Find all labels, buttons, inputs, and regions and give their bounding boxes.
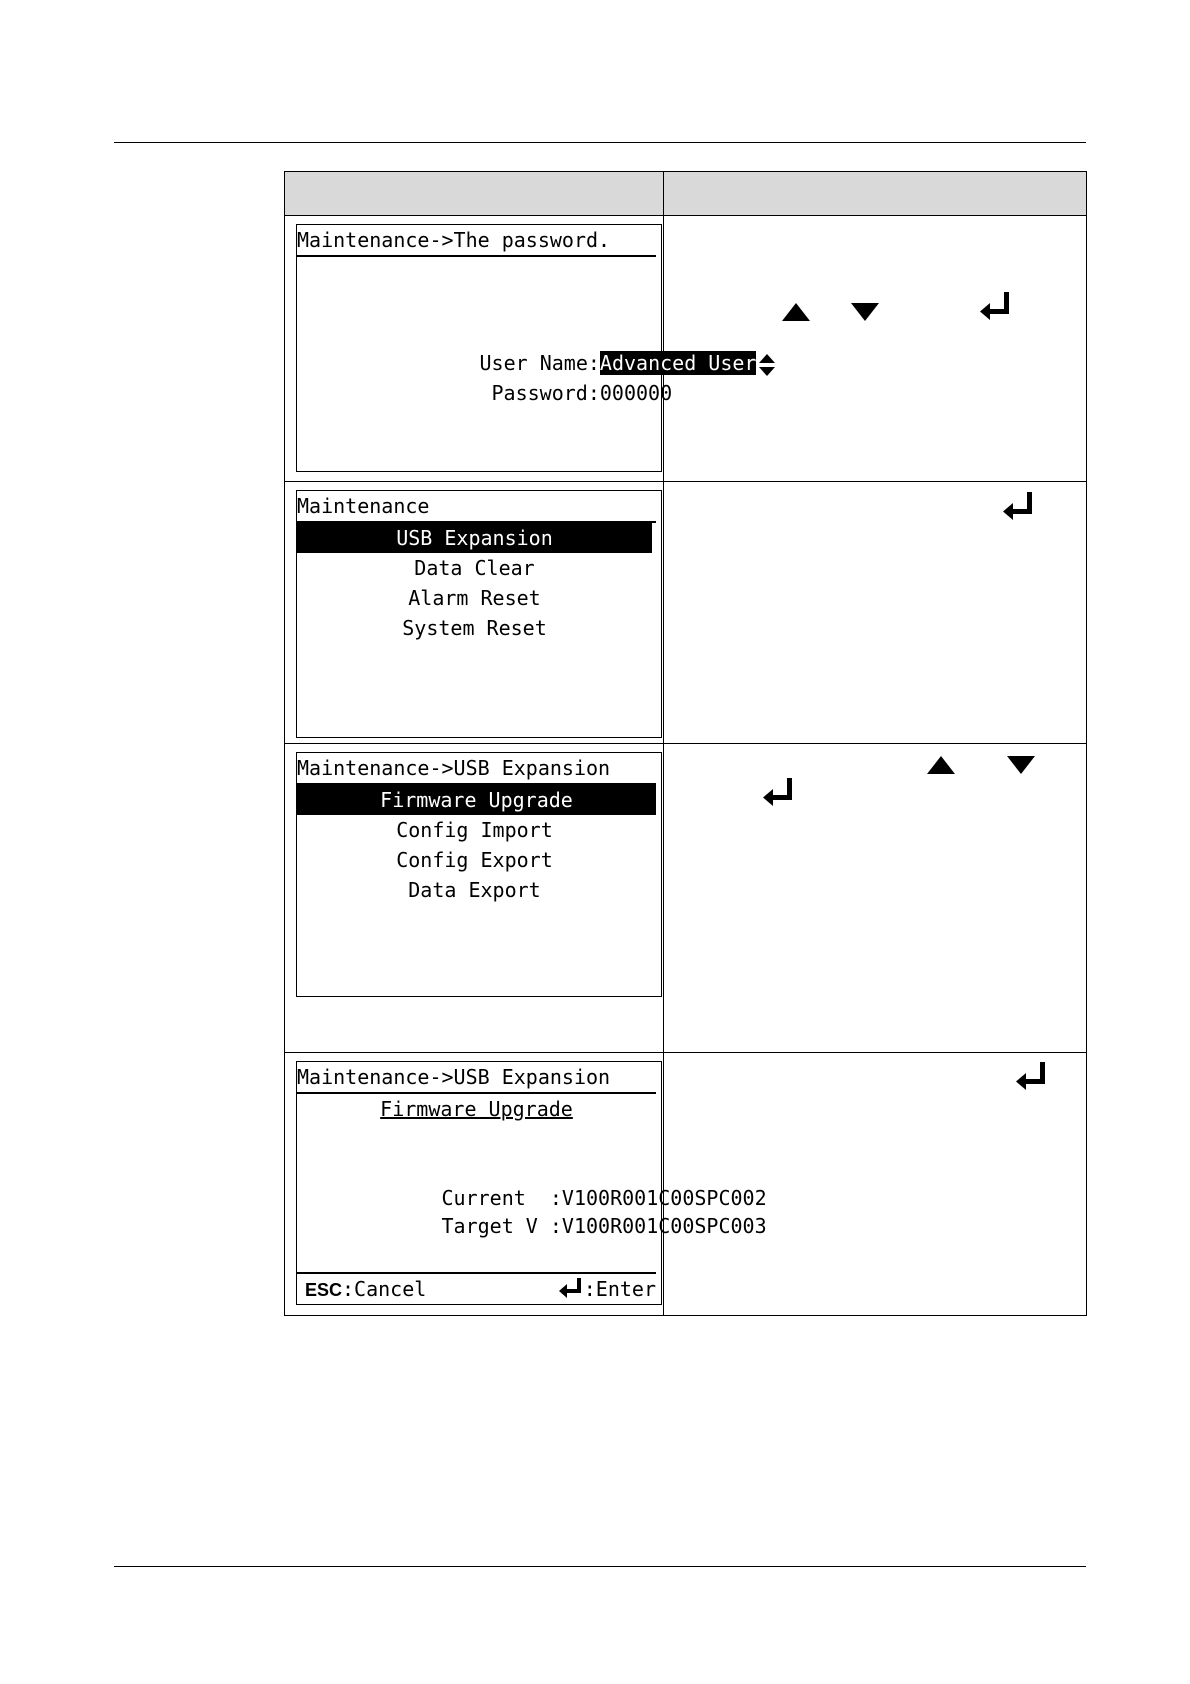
menu-item-config-export[interactable]: Config Export	[396, 848, 553, 872]
esc-key-label: ESC	[305, 1280, 343, 1300]
menu-item-usb-expansion[interactable]: USB Expansion	[297, 523, 652, 553]
cancel-label: :Cancel	[342, 1277, 427, 1301]
step-description	[664, 216, 1086, 481]
table-row	[285, 482, 1087, 744]
user-name-value[interactable]: Advanced User	[599, 351, 757, 375]
table-row	[285, 1053, 1087, 1316]
screen-footer	[297, 1272, 656, 1304]
table-header-description	[664, 172, 1087, 216]
up-arrow-icon	[925, 754, 957, 776]
table-row	[285, 216, 1087, 482]
password-row	[347, 348, 672, 438]
enter-key-icon	[558, 1277, 584, 1299]
up-arrow-icon	[780, 301, 812, 323]
menu-item-data-clear[interactable]: Data Clear	[414, 556, 535, 580]
enter-key-icon	[1014, 1060, 1048, 1092]
menu-item-config-import[interactable]: Config Import	[396, 818, 553, 842]
menu-item-alarm-reset[interactable]: Alarm Reset	[408, 586, 541, 610]
footer-rule	[114, 1566, 1086, 1567]
screen-title: Maintenance->USB Expansion	[297, 1062, 656, 1094]
enter-key-icon	[761, 776, 795, 808]
lcd-screen-maintenance	[296, 490, 662, 738]
firmware-upgrade-heading: Firmware Upgrade	[380, 1097, 573, 1121]
table-header-screen	[285, 172, 664, 216]
enter-key-icon	[1001, 490, 1035, 522]
menu-item-system-reset[interactable]: System Reset	[402, 616, 547, 640]
target-version-label: Target V :	[441, 1214, 562, 1238]
step-description	[664, 744, 1086, 1052]
screen-title: Maintenance->USB Expansion	[297, 753, 656, 785]
target-version-value: V100R001C00SPC003	[561, 1214, 767, 1238]
lcd-screen-password	[296, 224, 757, 472]
header-rule	[114, 142, 1086, 143]
menu-item-data-export[interactable]: Data Export	[408, 878, 541, 902]
step-description	[664, 482, 1086, 743]
password-label: Password:	[491, 381, 600, 405]
enter-label: :Enter	[583, 1277, 656, 1301]
screen-title: Maintenance	[297, 491, 656, 523]
enter-key-icon	[978, 290, 1012, 322]
enter-hint[interactable]	[558, 1274, 656, 1304]
current-version-value: V100R001C00SPC002	[561, 1186, 767, 1210]
menu-item-firmware-upgrade[interactable]: Firmware Upgrade	[297, 785, 656, 815]
password-value[interactable]: 000000	[599, 381, 673, 405]
current-version-label: Current :	[441, 1186, 562, 1210]
lcd-screen-firmware-upgrade	[296, 1061, 767, 1305]
lcd-screen-usb-expansion	[296, 752, 662, 997]
user-name-label: User Name:	[479, 351, 600, 375]
down-arrow-icon	[849, 301, 881, 323]
esc-cancel-hint[interactable]	[305, 1274, 426, 1305]
down-arrow-icon	[1005, 754, 1037, 776]
step-description	[664, 1053, 1086, 1315]
procedure-table	[284, 171, 1087, 1316]
table-row	[285, 744, 1087, 1053]
screen-title: Maintenance->The password.	[297, 225, 656, 257]
